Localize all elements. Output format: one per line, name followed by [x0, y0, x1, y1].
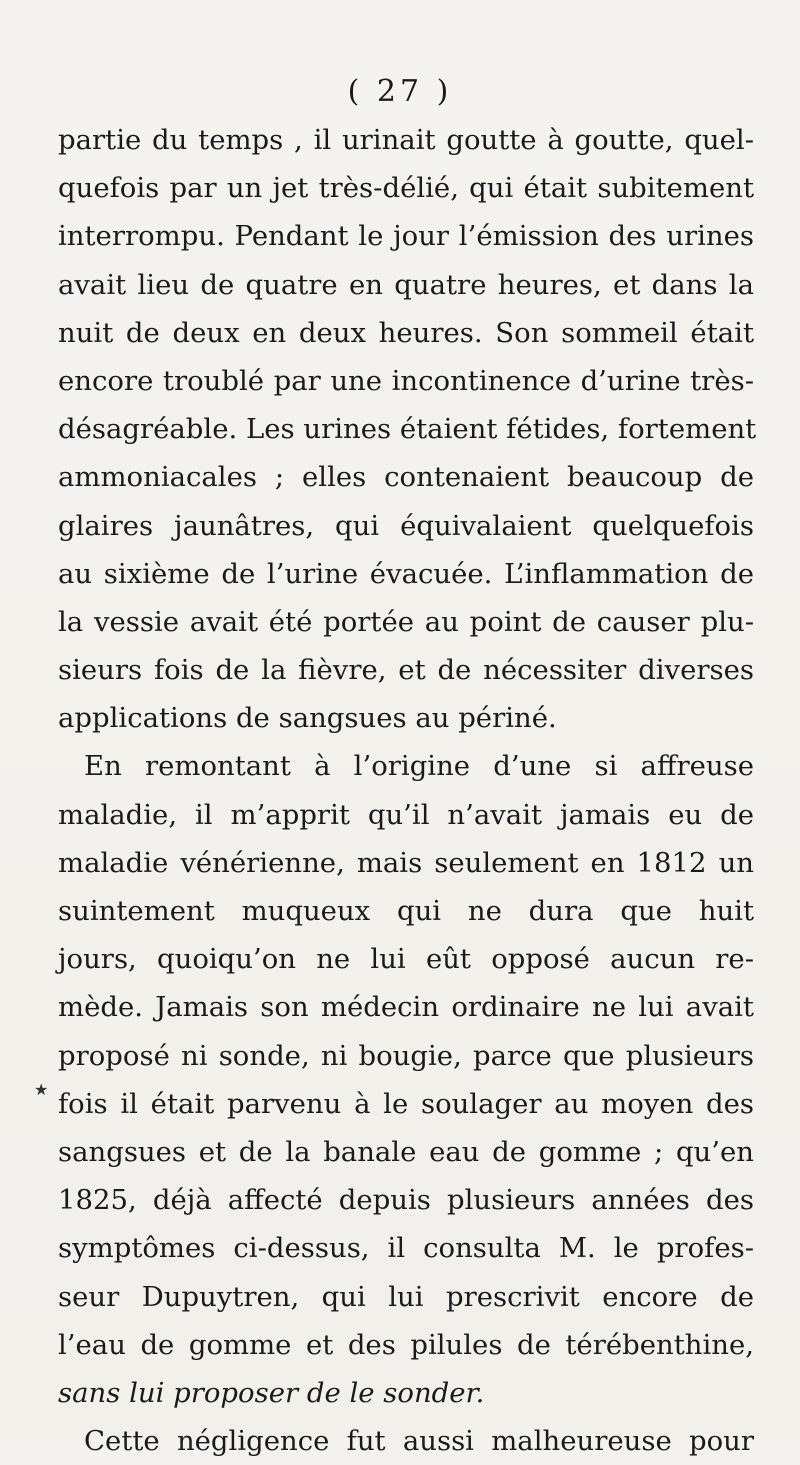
text-line: proposé ni sonde, ni bougie, parce que plusieurs	[58, 1039, 754, 1072]
text-line: seur Dupuytren, qui lui prescrivit encore de	[58, 1280, 754, 1313]
text-line: ammoniacales ; elles contenaient beaucoup de	[58, 461, 754, 494]
text-line: interrompu. Pendant le jour l’émission des urines	[58, 220, 754, 253]
text-line: glaires jaunâtres, qui équivalaient quelquefois	[58, 509, 754, 542]
text-line: sans lui proposer de le sonder.	[58, 1376, 485, 1409]
text-line: sieurs fois de la fièvre, et de nécessiter diverses	[58, 654, 754, 687]
body-text	[58, 116, 757, 1465]
text-line: 1825, déjà affecté depuis plusieurs années des	[58, 1184, 754, 1217]
text-line: symptômes ci-dessus, il consulta M. le profes-	[58, 1232, 754, 1265]
text-line: fois il était parvenu à le soulager au moyen des	[58, 1087, 754, 1120]
page-number: ( 27 )	[347, 74, 453, 109]
text-line: En remontant à l’origine d’une si affreuse	[84, 750, 754, 783]
text-line: désagréable. Les urines étaient fétides, fortement	[58, 413, 757, 446]
text-line: encore troublé par une incontinence d’urine très-	[58, 364, 754, 397]
text-line: partie du temps , il urinait goutte à goutte, quel-	[58, 124, 754, 156]
text-line: quefois par un jet très-délié, qui était subitement	[58, 172, 754, 205]
text-line: jours, quoiqu’on ne lui eût opposé aucun re-	[58, 943, 754, 976]
text-line: sangsues et de la banale eau de gomme ; qu’en	[58, 1135, 754, 1168]
text-line: Cette négligence fut aussi malheureuse pour	[84, 1425, 754, 1458]
text-line: suintement muqueux qui ne dura que huit	[58, 895, 754, 927]
text-line: mède. Jamais son médecin ordinaire ne lui avait	[58, 991, 754, 1024]
text-line: avait lieu de quatre en quatre heures, et dans la	[58, 268, 754, 301]
text-line: la vessie avait été portée au point de causer plu-	[58, 605, 754, 638]
text-line: applications de sangsues au périné.	[58, 702, 557, 735]
text-line: au sixième de l’urine évacuée. L’inflammation de	[58, 557, 754, 590]
text-line: maladie vénérienne, mais seulement en 1812 un	[58, 846, 754, 879]
text-line: l’eau de gomme et des pilules de térébenthine,	[58, 1328, 754, 1361]
text-line: maladie, il m’apprit qu’il n’avait jamais eu de	[58, 798, 754, 831]
text-line: nuit de deux en deux heures. Son sommeil était	[58, 316, 754, 349]
margin-mark: ★	[34, 1080, 49, 1099]
